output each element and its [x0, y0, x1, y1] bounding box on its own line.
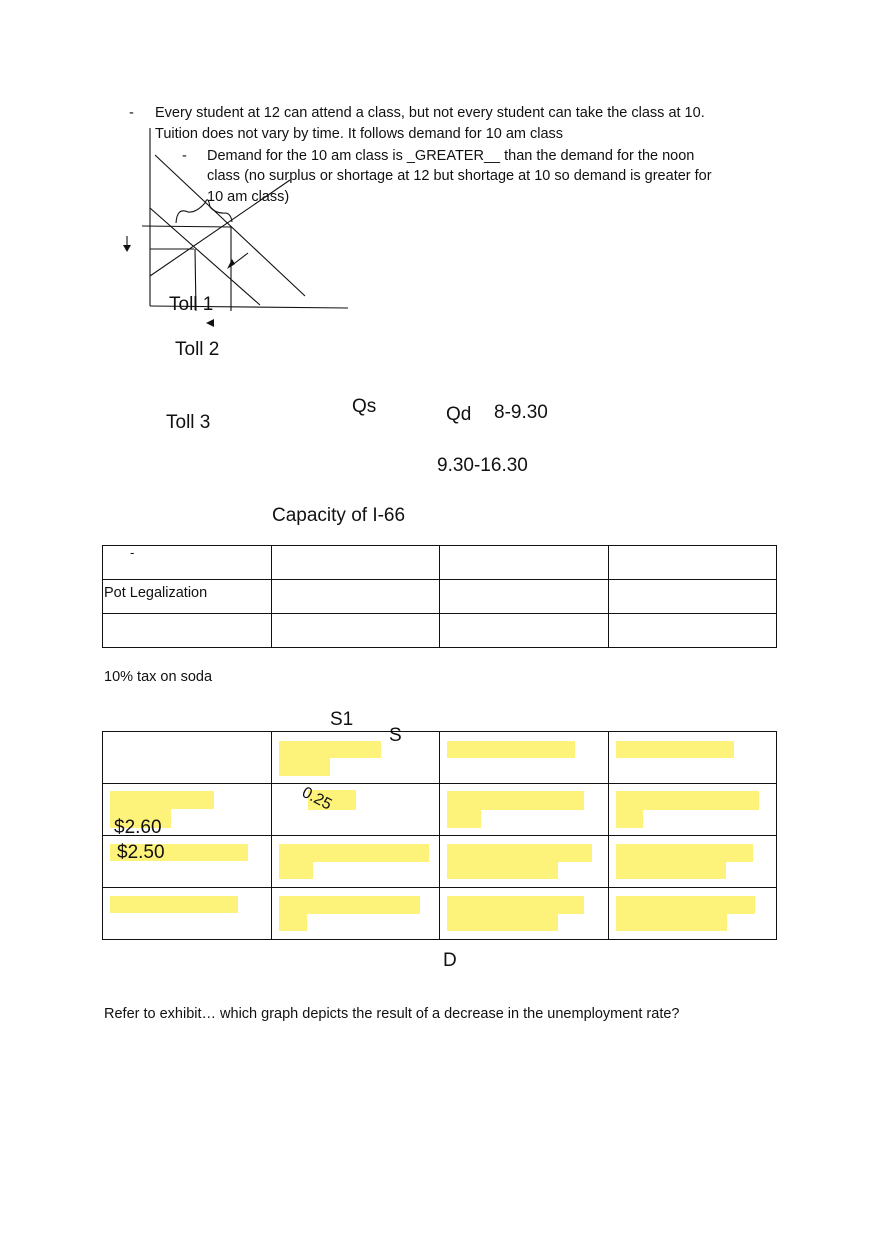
arrow-head-left [123, 245, 131, 252]
table2-cell [440, 836, 609, 888]
highlight-mark [110, 896, 238, 913]
pot-legalization-table [102, 545, 777, 648]
table2-cell [271, 732, 440, 784]
sub-bullet-line2: class (no surplus or shortage at 12 but shortage at 10 so demand is greater for [207, 168, 712, 184]
table1-dash: - [130, 545, 135, 560]
table2-cell [608, 888, 777, 940]
highlight-mark [279, 860, 313, 879]
highlight-mark [616, 912, 727, 931]
table1-cell [440, 580, 609, 614]
time-range-1: 8-9.30 [494, 402, 548, 423]
bullet-main-line2: Tuition does not vary by time. It follows demand for 10 am class [155, 126, 564, 142]
table1-cell [608, 614, 777, 648]
highlight-mark [616, 808, 643, 828]
price-high-label: $2.60 [114, 817, 162, 838]
table2-cell [271, 836, 440, 888]
hand-drawn-graph [0, 0, 880, 360]
table2-cell [608, 836, 777, 888]
highlight-mark [447, 741, 575, 758]
toll-1-label: Toll 1 [169, 294, 214, 315]
sub-bullet-line1: Demand for the 10 am class is _GREATER__ than the demand for the noon [207, 148, 695, 164]
price-line-upper [142, 226, 232, 227]
highlight-mark [616, 860, 726, 879]
sub-bullet-dash: - [182, 148, 187, 164]
supply-s-label: S [389, 725, 402, 746]
toll-3-label: Toll 3 [166, 412, 211, 433]
table1-cell [103, 546, 272, 580]
table2-cell [440, 888, 609, 940]
table1-cell [440, 546, 609, 580]
table2-cell [103, 888, 272, 940]
qs-label: Qs [352, 396, 377, 417]
highlight-mark [110, 791, 214, 809]
highlight-mark [279, 756, 330, 776]
table2-cell [103, 732, 272, 784]
bullet-dash: - [129, 105, 134, 121]
supply-s1-label: S1 [330, 709, 354, 730]
bullet-main-line1: Every student at 12 can attend a class, but not every student can take the class at 10. [155, 105, 705, 121]
table2-cell [440, 732, 609, 784]
table1-cell [103, 580, 272, 614]
highlight-mark [447, 808, 481, 828]
table2-cell [271, 784, 440, 836]
question-text: Refer to exhibit… which graph depicts the result of a decrease in the unemployment rate? [104, 1006, 680, 1022]
qd-label: Qd [446, 404, 472, 425]
table2-cell [271, 888, 440, 940]
soda-tax-table [102, 731, 777, 940]
table2-cell [608, 732, 777, 784]
table1-cell [103, 614, 272, 648]
sub-bullet-line3: 10 am class) [207, 189, 290, 205]
table1-cell [271, 614, 440, 648]
highlight-mark [279, 912, 307, 931]
highlight-mark [616, 741, 734, 758]
demand-d-label: D [443, 950, 457, 971]
arrow-head-small [206, 319, 214, 327]
tax-amount-label: 0.25 [299, 784, 335, 814]
table1-cell [440, 614, 609, 648]
price-low-label: $2.50 [117, 842, 165, 863]
time-range-2: 9.30-16.30 [437, 455, 528, 476]
table2-cell [440, 784, 609, 836]
table2-cell [608, 784, 777, 836]
table1-cell [608, 580, 777, 614]
highlight-mark [447, 860, 558, 879]
table1-cell [271, 580, 440, 614]
demand-line-upper [155, 155, 305, 296]
capacity-caption: Capacity of I-66 [272, 505, 406, 526]
soda-tax-label: 10% tax on soda [104, 669, 213, 685]
table1-cell [608, 546, 777, 580]
toll-2-label: Toll 2 [175, 339, 220, 360]
table1-cell [271, 546, 440, 580]
pot-legalization-label: Pot Legalization [104, 585, 208, 601]
highlight-mark [447, 912, 558, 931]
